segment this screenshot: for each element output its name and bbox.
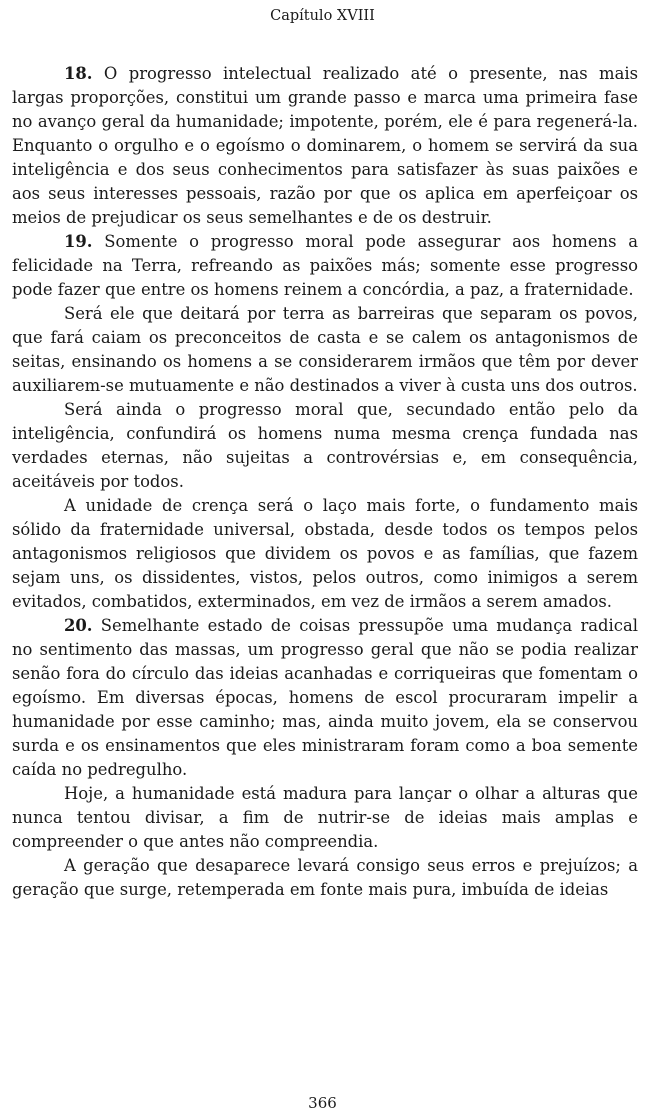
paragraph-text: Será ele que deitará por terra as barreiras que separam os povos, que fará caiam os preconceitos de casta e se calem os antagonismos de seitas, ensinando os homens a se considerarem irmãos que têm por dever auxiliarem-se mutuamente e não destinados a viver à custa uns dos outros. — [12, 304, 638, 395]
paragraph-text: A geração que desaparece levará consigo seus erros e prejuízos; a geração que surge, retemperada em fonte mais pura, imbuída de ideias — [12, 856, 638, 899]
paragraph-number: 18. — [64, 64, 93, 83]
paragraph-text: Somente o progresso moral pode assegurar aos homens a felicidade na Terra, refreando as paixões más; somente esse progresso pode fazer que entre os homens reinem a concórdia, a paz, a fraternidade. — [12, 232, 638, 299]
running-header: Capítulo XVIII — [270, 8, 375, 24]
page-body — [12, 62, 638, 902]
paragraph-18 — [12, 62, 638, 230]
paragraph — [12, 494, 638, 614]
paragraph-text: O progresso intelectual realizado até o presente, nas mais largas proporções, constitui um grande passo e marca uma primeira fase no avanço geral da humanidade; impotente, porém, ele é para regenerá-la. Enquanto o orgulho e o egoísmo o dominarem, o homem se servirá da sua inteligência e dos seus conhecimentos para satisfazer às suas paixões e aos seus interesses pessoais, razão por que os aplica em aperfeiçoar os meios de prejudicar os seus semelhantes e de os destruir. — [12, 64, 639, 227]
paragraph-text: A unidade de crença será o laço mais forte, o fundamento mais sólido da fraternidade universal, obstada, desde todos os tempos pelos antagonismos religiosos que dividem os povos e as famílias, que fazem sejam uns, os dissidentes, vistos, pelos outros, como inimigos a serem evitados, combatidos, exterminados, em vez de irmãos a serem amados. — [12, 496, 638, 611]
paragraph-number: 19. — [64, 232, 93, 251]
page-number: 366 — [308, 1094, 337, 1112]
paragraph — [12, 302, 638, 398]
paragraph-text: Hoje, a humanidade está madura para lançar o olhar a alturas que nunca tentou divisar, a fim de nutrir-se de ideias mais amplas e compreender o que antes não compreendia. — [12, 784, 638, 851]
paragraph — [12, 854, 638, 902]
paragraph-number: 20. — [64, 616, 93, 635]
paragraph — [12, 398, 638, 494]
paragraph-20 — [12, 614, 638, 782]
paragraph — [12, 782, 638, 854]
paragraph-text: Será ainda o progresso moral que, secundado então pelo da inteligência, confundirá os homens numa mesma crença fundada nas verdades eternas, não sujeitas a controvérsias e, em consequência, aceitáveis por todos. — [12, 400, 638, 491]
paragraph-19 — [12, 230, 638, 302]
paragraph-text: Semelhante estado de coisas pressupõe uma mudança radical no sentimento das massas, um progresso geral que não se podia realizar senão fora do círculo das ideias acanhadas e corriqueiras que fomentam o egoísmo. Em diversas épocas, homens de escol procuraram impelir a humanidade por esse caminho; mas, ainda muito jovem, ela se conservou surda e os ensinamentos que eles ministraram foram como a boa semente caída no pedregulho. — [12, 616, 638, 779]
